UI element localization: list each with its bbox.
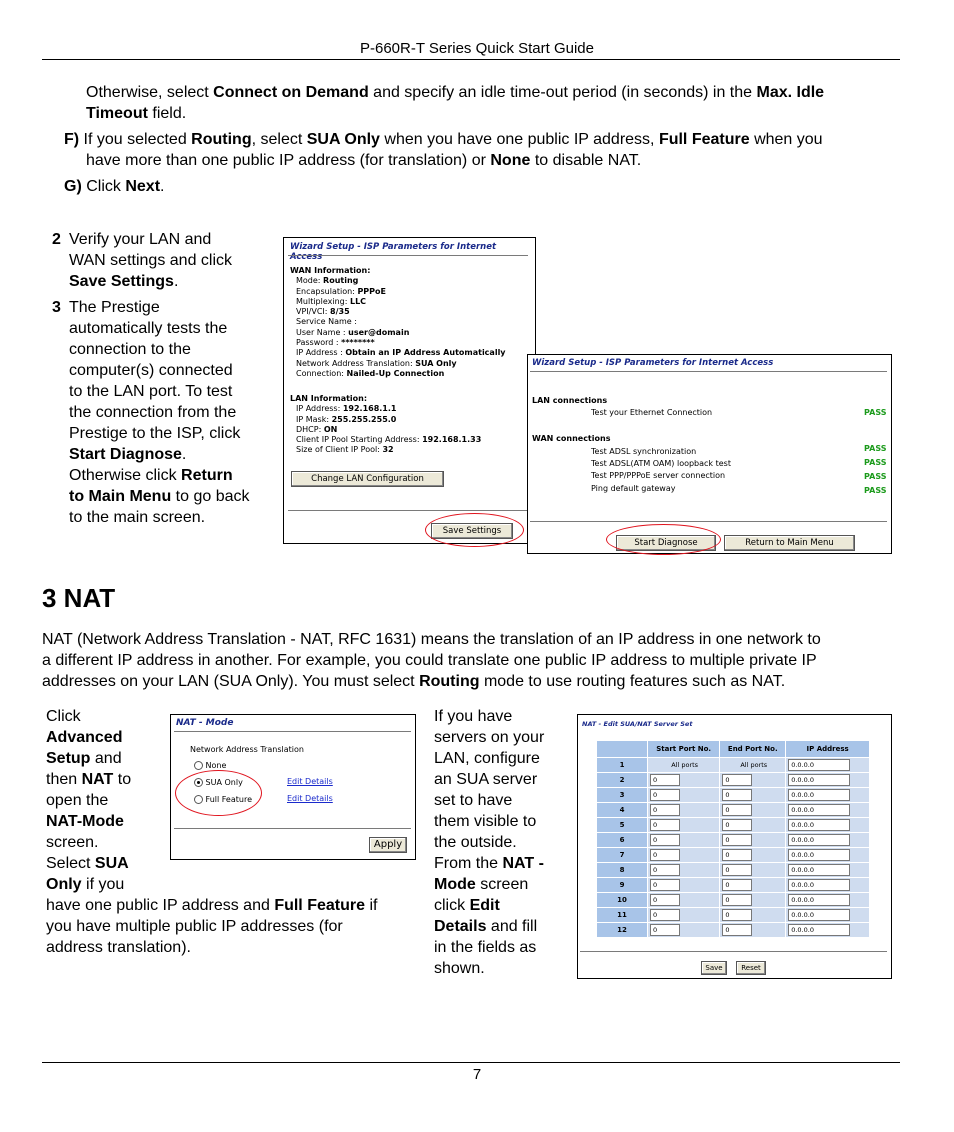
start-port-input[interactable]: 0 — [650, 774, 680, 786]
table-row — [597, 848, 870, 863]
end-port-cell — [720, 803, 786, 818]
end-port-input[interactable]: 0 — [722, 774, 752, 786]
ip-address-input[interactable]: 0.0.0.0 — [788, 894, 850, 906]
row-number: 6 — [597, 833, 648, 848]
start-port-input[interactable]: 0 — [650, 804, 680, 816]
left-column-top: Click Advanced Setup and then NAT to open the NAT-Mode screen. Select SUA Only if you — [46, 708, 132, 893]
save-button[interactable]: Save — [701, 961, 727, 975]
start-port-input[interactable]: 0 — [650, 909, 680, 921]
start-port-cell — [648, 818, 720, 833]
ip-address-input[interactable]: 0.0.0.0 — [788, 924, 850, 936]
highlight-circle — [606, 524, 721, 555]
table-row — [597, 923, 870, 938]
diagnose-screenshot — [527, 354, 892, 554]
start-port-input[interactable]: 0 — [650, 879, 680, 891]
ip-address-cell — [786, 818, 870, 833]
end-port-cell — [720, 833, 786, 848]
end-port-cell — [720, 923, 786, 938]
end-port-input: All ports — [740, 761, 768, 769]
change-lan-config-button[interactable]: Change LAN Configuration — [291, 471, 444, 487]
table-row — [597, 878, 870, 893]
table-row — [597, 788, 870, 803]
row-number: 2 — [597, 773, 648, 788]
row-number: 4 — [597, 803, 648, 818]
intro-step-g: G) Click Next. — [64, 178, 165, 195]
table-header-row — [597, 741, 870, 758]
wizard-summary-title: Wizard Setup - ISP Parameters for Internet Access — [290, 242, 497, 263]
table-row — [597, 818, 870, 833]
start-port-cell — [648, 758, 720, 773]
col-header-ip: IP Address — [786, 741, 870, 758]
pass-oam-loopback: PASS — [864, 458, 887, 467]
start-port-input[interactable]: 0 — [650, 924, 680, 936]
start-port-cell — [648, 893, 720, 908]
intro-otherwise: Otherwise, select Connect on Demand and specify an idle time-out period (in seconds) in the Max. Idle Timeout field. — [86, 84, 825, 122]
start-port-cell — [648, 788, 720, 803]
test-ethernet: Test your Ethernet Connection — [591, 408, 713, 417]
pass-ping-gateway: PASS — [864, 486, 887, 495]
ip-address-input[interactable]: 0.0.0.0 — [788, 864, 850, 876]
footer-divider — [174, 828, 411, 829]
start-port-input[interactable]: 0 — [650, 834, 680, 846]
table-row — [597, 758, 870, 773]
start-diagnose-button[interactable]: Start Diagnose — [616, 535, 716, 551]
ip-address-input[interactable]: 0.0.0.0 — [788, 759, 850, 771]
sua-title: NAT - Edit SUA/NAT Server Set — [582, 720, 693, 728]
start-port-input: All ports — [671, 761, 699, 769]
ip-address-cell — [786, 803, 870, 818]
end-port-input[interactable]: 0 — [722, 879, 752, 891]
lan-connections-heading: LAN connections — [532, 396, 608, 405]
section-heading: 3 NAT — [42, 583, 116, 613]
row-number: 8 — [597, 863, 648, 878]
footer-divider — [530, 521, 887, 522]
save-settings-button[interactable]: Save Settings — [431, 523, 513, 539]
ip-address-cell — [786, 758, 870, 773]
option-full-feature[interactable]: Full Feature — [194, 795, 252, 805]
header-rule — [42, 59, 900, 60]
end-port-cell — [720, 758, 786, 773]
ip-address-input[interactable]: 0.0.0.0 — [788, 849, 850, 861]
ip-address-cell — [786, 908, 870, 923]
end-port-cell — [720, 818, 786, 833]
wan-info-block: WAN Information: Mode: Routing Encapsulation: PPPoE Multiplexing: LLC VPI/VCI: 8/35 Service Name : User Name : user@domain Password : ******** IP Address : Obtain an IP Address Automatically Network Address Translation: SUA Only Connection: Nailed-Up Connection — [290, 266, 506, 378]
start-port-cell — [648, 848, 720, 863]
edit-details-link-1[interactable]: Edit Details — [287, 777, 333, 786]
ip-address-input[interactable]: 0.0.0.0 — [788, 834, 850, 846]
wan-connections-heading: WAN connections — [532, 434, 611, 443]
intro-step-f: F) If you selected Routing, select SUA Only when you have one public IP address, Full Feature when you have more than one public IP address (for translation) or None to disable NAT. — [64, 131, 823, 169]
pass-pppoe: PASS — [864, 472, 887, 481]
end-port-cell — [720, 893, 786, 908]
lan-info-block: LAN Information: IP Address: 192.168.1.1 IP Mask: 255.255.255.0 DHCP: ON Client IP Pool Starting Address: 192.168.1.33 Size of Client IP Pool: 32 — [290, 394, 482, 455]
row-number: 12 — [597, 923, 648, 938]
middle-column: If you have servers on your LAN, configure an SUA server set to have them visible to the outside. From the NAT - Mode screen click Edit Details and fill in the fields as shown. — [434, 708, 545, 977]
ip-address-input[interactable]: 0.0.0.0 — [788, 789, 850, 801]
reset-button[interactable]: Reset — [736, 961, 766, 975]
end-port-input[interactable]: 0 — [722, 864, 752, 876]
highlight-circle — [175, 770, 262, 816]
table-row — [597, 773, 870, 788]
start-port-cell — [648, 908, 720, 923]
end-port-input[interactable]: 0 — [722, 804, 752, 816]
test-ping-gateway: Ping default gateway — [591, 484, 676, 493]
nat-label: Network Address Translation — [190, 745, 304, 754]
step-2: 2 Verify your LAN and WAN settings and click Save Settings. — [52, 231, 233, 290]
ip-address-input[interactable]: 0.0.0.0 — [788, 804, 850, 816]
title-underline — [174, 731, 411, 732]
ip-address-input[interactable]: 0.0.0.0 — [788, 819, 850, 831]
nat-description: NAT (Network Address Translation - NAT, RFC 1631) means the translation of an IP address in one network to a different IP address in another. For example, you could translate one public IP address to multiple private IP addresses on your LAN (SUA Only). You must select Routing mode to use routing features such as NAT. — [42, 631, 821, 690]
end-port-cell — [720, 848, 786, 863]
row-number: 7 — [597, 848, 648, 863]
end-port-input[interactable]: 0 — [722, 849, 752, 861]
footer-rule — [42, 1062, 900, 1063]
ip-address-cell — [786, 848, 870, 863]
highlight-circle — [425, 513, 524, 547]
ip-address-cell — [786, 923, 870, 938]
start-port-cell — [648, 803, 720, 818]
pass-adsl-sync: PASS — [864, 444, 887, 453]
col-header-num — [597, 741, 648, 758]
end-port-input[interactable]: 0 — [722, 924, 752, 936]
end-port-input[interactable]: 0 — [722, 894, 752, 906]
step-3: 3 The Prestige automatically tests the connection to the computer(s) connected to the LAN port. To test the connection from the Prestige to the ISP, click Start Diagnose. Otherwise click Return to Main Menu to go back to the main screen. — [52, 299, 250, 526]
row-number: 5 — [597, 818, 648, 833]
start-port-cell — [648, 878, 720, 893]
start-port-input[interactable]: 0 — [650, 849, 680, 861]
ip-address-cell — [786, 878, 870, 893]
start-port-input[interactable]: 0 — [650, 894, 680, 906]
table-row — [597, 833, 870, 848]
table-row — [597, 803, 870, 818]
table-row — [597, 893, 870, 908]
end-port-cell — [720, 908, 786, 923]
apply-button[interactable]: Apply — [369, 837, 407, 853]
table-row — [597, 908, 870, 923]
end-port-cell — [720, 878, 786, 893]
col-header-start: Start Port No. — [648, 741, 720, 758]
end-port-input[interactable]: 0 — [722, 909, 752, 921]
title-underline — [288, 255, 528, 256]
option-none[interactable]: None — [194, 761, 226, 771]
test-adsl-sync: Test ADSL synchronization — [591, 447, 697, 456]
return-main-menu-button[interactable]: Return to Main Menu — [724, 535, 855, 551]
end-port-cell — [720, 788, 786, 803]
col-header-end: End Port No. — [720, 741, 786, 758]
row-number: 3 — [597, 788, 648, 803]
ip-address-cell — [786, 863, 870, 878]
ip-address-input[interactable]: 0.0.0.0 — [788, 909, 850, 921]
end-port-input[interactable]: 0 — [722, 789, 752, 801]
page-header: P-660R-T Series Quick Start Guide — [360, 40, 594, 57]
wizard-summary-screenshot — [283, 237, 536, 544]
pass-ethernet: PASS — [864, 408, 887, 417]
end-port-cell — [720, 863, 786, 878]
footer-divider — [580, 951, 887, 952]
option-sua-only[interactable]: SUA Only — [194, 778, 243, 788]
start-port-cell — [648, 923, 720, 938]
start-port-cell — [648, 863, 720, 878]
diagnose-title: Wizard Setup - ISP Parameters for Internet Access — [532, 358, 774, 368]
row-number: 9 — [597, 878, 648, 893]
left-column-bottom: have one public IP address and Full Feature if you have multiple public IP addresses (for address translation). — [46, 897, 378, 956]
ip-address-input[interactable]: 0.0.0.0 — [788, 774, 850, 786]
ip-address-cell — [786, 893, 870, 908]
start-port-cell — [648, 833, 720, 848]
radio-none[interactable] — [194, 761, 203, 770]
sua-server-screenshot — [577, 714, 892, 979]
test-pppoe: Test PPP/PPPoE server connection — [591, 471, 726, 480]
footer-divider — [288, 510, 528, 511]
row-number: 10 — [597, 893, 648, 908]
test-oam-loopback: Test ADSL(ATM OAM) loopback test — [591, 459, 731, 468]
ip-address-cell — [786, 833, 870, 848]
end-port-input[interactable]: 0 — [722, 819, 752, 831]
title-underline — [530, 371, 887, 372]
end-port-input[interactable]: 0 — [722, 834, 752, 846]
page-number: 7 — [472, 1066, 482, 1083]
ip-address-cell — [786, 773, 870, 788]
start-port-cell — [648, 773, 720, 788]
sua-table — [596, 740, 870, 938]
row-number: 11 — [597, 908, 648, 923]
end-port-cell — [720, 773, 786, 788]
row-number: 1 — [597, 758, 648, 773]
start-port-input[interactable]: 0 — [650, 819, 680, 831]
nat-mode-title: NAT - Mode — [176, 718, 234, 728]
start-port-input[interactable]: 0 — [650, 864, 680, 876]
start-port-input[interactable]: 0 — [650, 789, 680, 801]
nat-mode-screenshot — [170, 714, 416, 860]
table-row — [597, 863, 870, 878]
ip-address-cell — [786, 788, 870, 803]
ip-address-input[interactable]: 0.0.0.0 — [788, 879, 850, 891]
edit-details-link-2[interactable]: Edit Details — [287, 794, 333, 803]
